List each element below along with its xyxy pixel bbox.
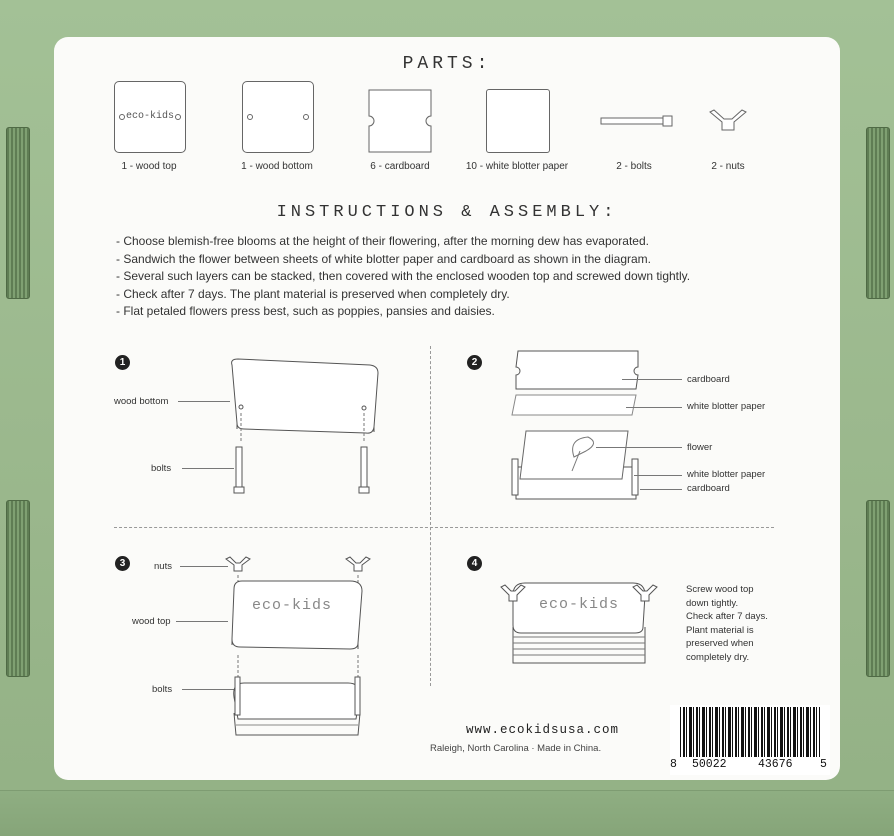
box-bottom-edge <box>0 790 894 836</box>
part-caption: 2 - nuts <box>711 161 745 172</box>
leader-line <box>178 401 230 402</box>
part-blotter-paper <box>486 89 550 153</box>
part-caption: 10 - white blotter paper <box>465 161 569 172</box>
wing-nut-icon <box>708 109 748 133</box>
hole-icon <box>119 114 125 120</box>
note-line: down tightly. <box>686 597 739 609</box>
step-1-label-wood-bottom: wood bottom <box>114 396 169 407</box>
divider-horizontal <box>114 527 774 528</box>
step-2-label-blotter-lower: white blotter paper <box>687 469 766 480</box>
step-2-label-cardboard-lower: cardboard <box>687 483 730 494</box>
step-4-diagram <box>499 575 659 675</box>
hole-icon <box>175 114 181 120</box>
leader-line <box>634 475 682 476</box>
leader-line <box>180 566 228 567</box>
box-tab-right-bottom <box>866 500 890 677</box>
barcode <box>670 705 830 775</box>
part-wood-top <box>114 81 186 153</box>
leader-line <box>622 379 682 380</box>
note-line: Screw wood top <box>686 584 754 595</box>
instruction-item: - Several such layers can be stacked, then covered with the enclosed wooden top and screwed down tightly. <box>116 268 816 286</box>
bolt-icon <box>600 115 674 127</box>
step-2-label-blotter: white blotter paper <box>687 401 766 412</box>
step-1-label-bolts: bolts <box>151 463 172 474</box>
leader-line <box>596 447 682 448</box>
step-4-note <box>686 583 786 664</box>
note-line: preserved when <box>686 638 754 649</box>
barcode-bars <box>680 707 820 757</box>
step-3-diagram <box>224 547 374 747</box>
parts-heading: PARTS: <box>402 54 492 74</box>
step-1-badge: 1 <box>115 355 130 370</box>
step-2-label-cardboard: cardboard <box>687 374 730 385</box>
instructions-list <box>116 233 816 321</box>
instructions-heading: INSTRUCTIONS & ASSEMBLY: <box>276 203 618 222</box>
step-2-badge: 2 <box>467 355 482 370</box>
barcode-digit-first: 8 <box>670 758 677 771</box>
leader-line <box>176 621 228 622</box>
part-caption: 2 - bolts <box>616 161 652 172</box>
instruction-item: - Sandwich the flower between sheets of white blotter paper and cardboard as shown in the diagram. <box>116 251 816 269</box>
part-wood-bottom <box>242 81 314 153</box>
step-3-label-wood-top: wood top <box>132 616 171 627</box>
note-line: Plant material is <box>686 624 754 636</box>
step-3-label-nuts: nuts <box>154 561 172 572</box>
box-tab-right-top <box>866 127 890 299</box>
barcode-digits-left: 50022 <box>692 758 727 771</box>
step-1-diagram <box>224 357 394 507</box>
address-line: Raleigh, North Carolina · Made in China. <box>430 743 602 754</box>
divider-vertical <box>430 346 431 686</box>
step-2-diagram <box>504 347 654 517</box>
hole-icon <box>247 114 253 120</box>
cardboard-icon <box>368 89 432 153</box>
part-caption: 1 - wood top <box>121 161 177 172</box>
instruction-item: - Check after 7 days. The plant material is preserved when completely dry. <box>116 286 816 304</box>
step-2-label-flower: flower <box>687 442 713 453</box>
leader-line <box>640 489 682 490</box>
step-3-label-bolts: bolts <box>152 684 173 695</box>
website-url[interactable]: www.ecokidsusa.com <box>466 723 620 737</box>
hole-icon <box>303 114 309 120</box>
barcode-digit-last: 5 <box>820 758 827 771</box>
leader-line <box>626 407 682 408</box>
box-tab-left-bottom <box>6 500 30 677</box>
part-caption: 6 - cardboard <box>370 161 430 172</box>
box-tab-left-top <box>6 127 30 299</box>
step-4-badge: 4 <box>467 556 482 571</box>
step-3-logo: eco-kids <box>252 597 333 614</box>
barcode-digits-right: 43676 <box>758 758 793 771</box>
step-3-badge: 3 <box>115 556 130 571</box>
part-caption: 1 - wood bottom <box>241 161 313 172</box>
eco-kids-logo: eco-kids <box>125 111 174 122</box>
note-line: completely dry. <box>686 651 750 663</box>
note-line: Check after 7 days. <box>686 611 768 622</box>
instruction-item: - Flat petaled flowers press best, such as poppies, pansies and daisies. <box>116 303 816 321</box>
step-4-logo: eco-kids <box>539 596 620 613</box>
instruction-label <box>54 37 840 780</box>
instruction-item: - Choose blemish-free blooms at the height of their flowering, after the morning dew has evaporated. <box>116 233 816 251</box>
